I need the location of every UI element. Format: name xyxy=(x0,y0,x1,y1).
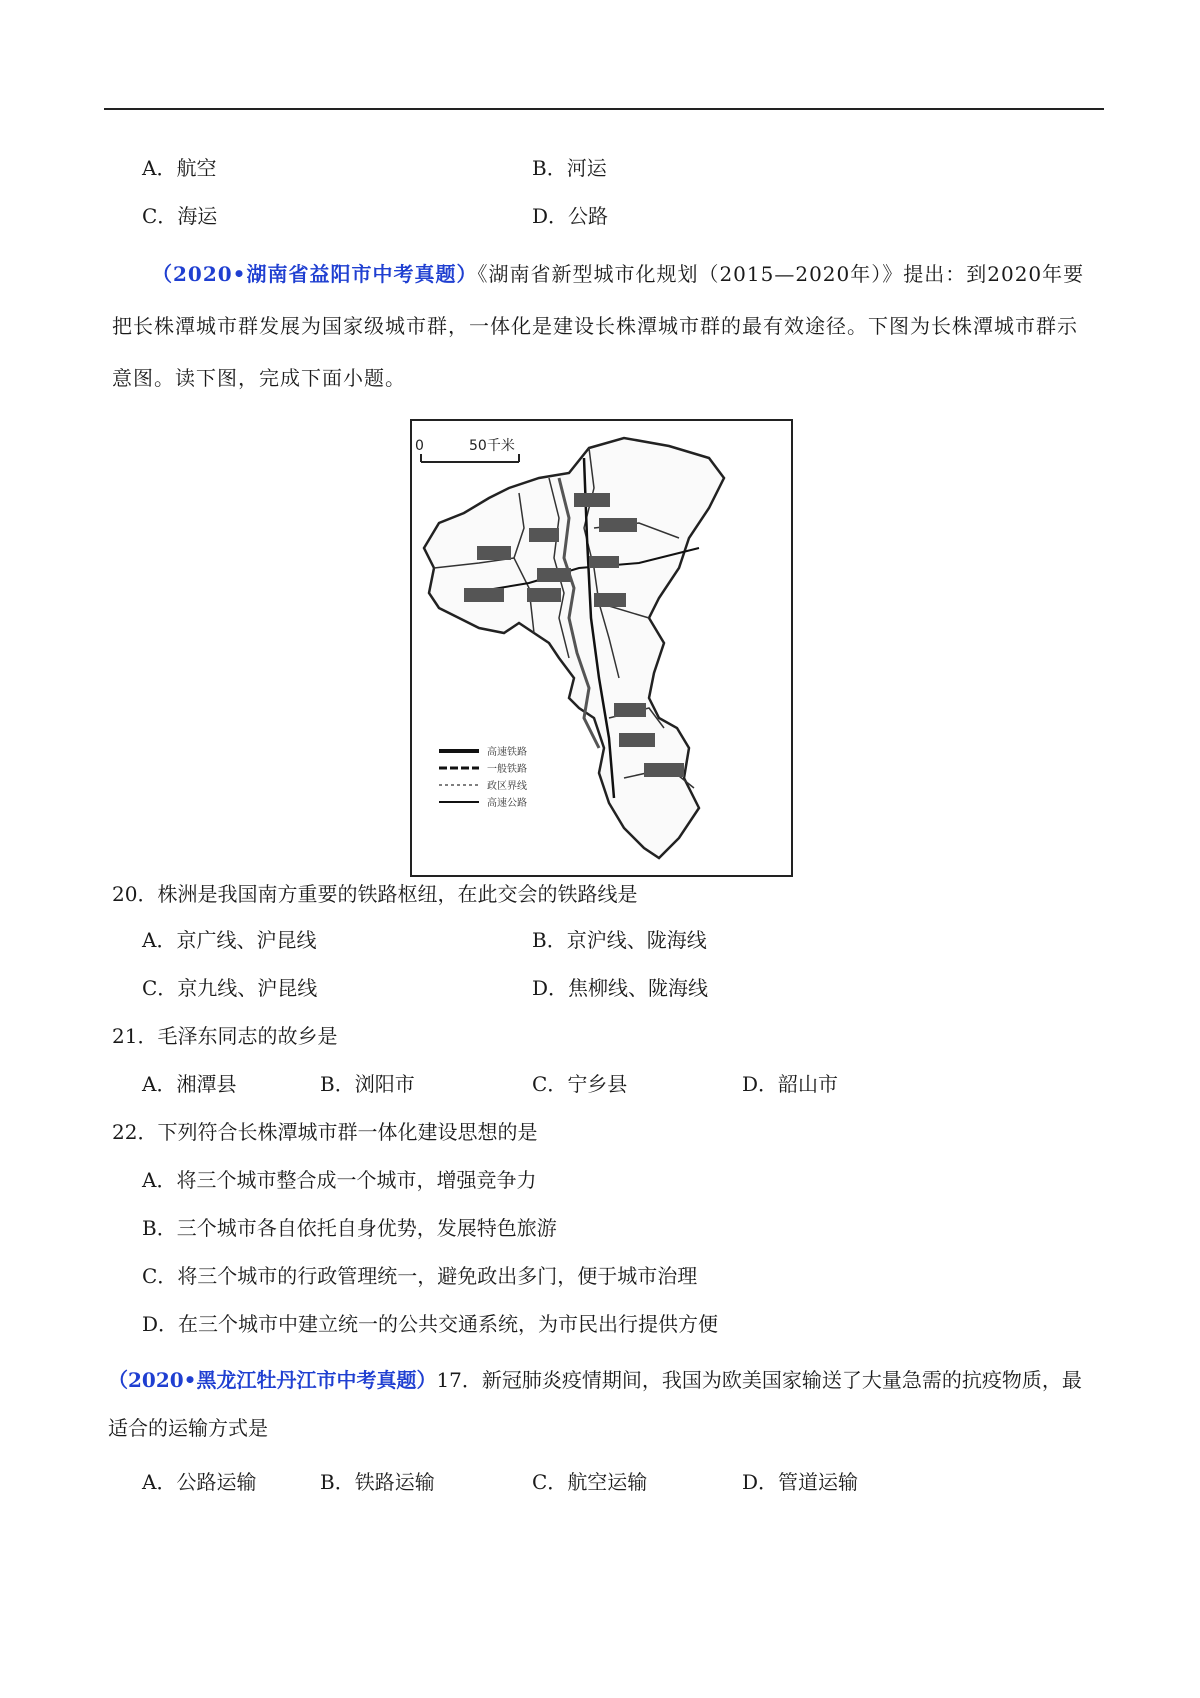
intro-paragraph xyxy=(112,248,1097,404)
q21-option-d: D．韶山市 xyxy=(742,1072,839,1096)
q20-option-a: A．京广线、沪昆线 xyxy=(142,928,317,952)
q22-option-d: D．在三个城市中建立统一的公共交通系统，为市民出行提供方便 xyxy=(142,1312,719,1336)
prev-option-d: D．公路 xyxy=(532,204,609,228)
q20-option-d: D．焦柳线、陇海线 xyxy=(532,976,709,1000)
q22-option-a: A．将三个城市整合成一个城市，增强竞争力 xyxy=(142,1168,537,1192)
q22-stem: 22．下列符合长株潭城市群一体化建设思想的是 xyxy=(112,1120,538,1144)
q17-option-b: B．铁路运输 xyxy=(320,1470,435,1494)
city-cluster-map xyxy=(409,418,794,878)
intro-text: 《湖南省新型城市化规划（2015—2020年）》提出：到2020年要把长株潭城市群发展为国家级城市群，一体化是建设长株潭城市群的最有效途径。下图为长株潭城市群示意图。读下图，完成下面小题。 xyxy=(112,262,1085,390)
q22-option-b: B．三个城市各自依托自身优势，发展特色旅游 xyxy=(142,1216,557,1240)
q17-option-a: A．公路运输 xyxy=(142,1470,257,1494)
scale-distance-label: 50千米 xyxy=(469,438,515,454)
prev-option-c: C．海运 xyxy=(142,204,218,228)
q20-option-b: B．京沪线、陇海线 xyxy=(532,928,707,952)
q21-option-a: A．湘潭县 xyxy=(142,1072,237,1096)
q20-stem: 20．株洲是我国南方重要的铁路枢纽，在此交会的铁路线是 xyxy=(112,882,638,906)
scale-zero-label: 0 xyxy=(415,438,424,454)
legend-boundary: 政区界线 xyxy=(487,781,527,792)
q21-option-c: C．宁乡县 xyxy=(532,1072,628,1096)
intro-source: （2020•湖南省益阳市中考真题） xyxy=(152,262,478,286)
prev-option-b: B．河运 xyxy=(532,156,607,180)
q17-paragraph xyxy=(108,1356,1093,1452)
header-rule xyxy=(104,108,1104,110)
q17-stem: 17．新冠肺炎疫情期间，我国为欧美国家输送了大量急需的抗疫物质，最适合的运输方式是 xyxy=(108,1368,1082,1440)
legend-hsr: 高速铁路 xyxy=(487,747,527,758)
q17-option-d: D．管道运输 xyxy=(742,1470,859,1494)
q22-option-c: C．将三个城市的行政管理统一，避免政出多门，便于城市治理 xyxy=(142,1264,698,1288)
q20-option-c: C．京九线、沪昆线 xyxy=(142,976,318,1000)
q17-option-c: C．航空运输 xyxy=(532,1470,648,1494)
q17-source: （2020•黑龙江牡丹江市中考真题） xyxy=(108,1368,437,1392)
prev-option-a: A．航空 xyxy=(142,156,217,180)
q21-stem: 21．毛泽东同志的故乡是 xyxy=(112,1024,338,1048)
q21-option-b: B．浏阳市 xyxy=(320,1072,415,1096)
legend-highway: 高速公路 xyxy=(487,798,527,809)
legend-rail: 一般铁路 xyxy=(487,764,527,775)
